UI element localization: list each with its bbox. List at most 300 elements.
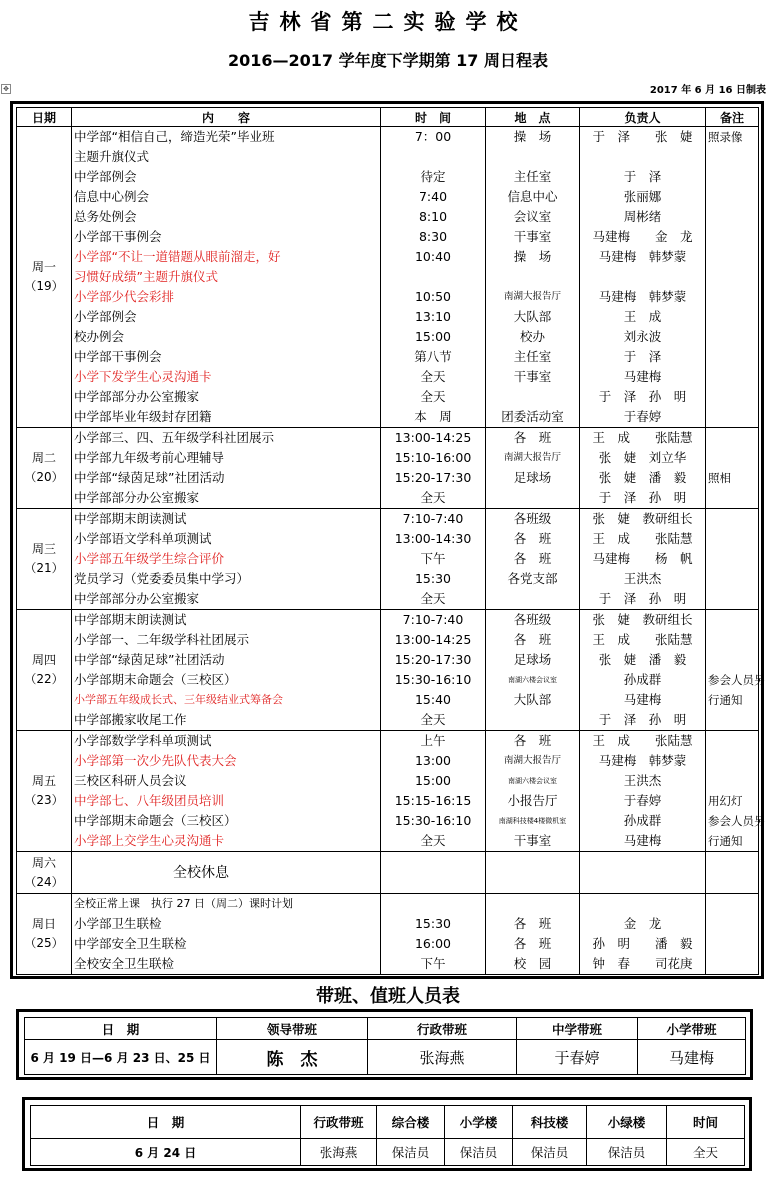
note-text [708, 529, 756, 549]
person-text: 张 婕 教研组长 [592, 511, 693, 526]
content-text: 总务处例会 [74, 209, 137, 224]
content-text: 小学部“不让一道错题从眼前溜走，好 [74, 249, 281, 264]
note-cell [706, 852, 759, 894]
duty1-admin: 张海燕 [368, 1040, 517, 1075]
place-text: 小报告厅 [507, 793, 558, 808]
time-text: 全天 [420, 369, 446, 384]
duty2-complex: 保洁员 [377, 1139, 445, 1166]
place-text: 各班级 [513, 511, 552, 526]
content-text: 小学部三、四、五年级学科社团展示 [74, 430, 275, 445]
time-text: 全天 [420, 712, 446, 727]
place-cell [486, 731, 580, 852]
col-place: 地 点 [486, 108, 580, 127]
content-text: 中学部七、八年级团员培训 [74, 793, 225, 808]
note-text [708, 267, 756, 287]
duty2-h-date: 日 期 [31, 1106, 301, 1139]
place-text [488, 267, 577, 287]
person-text: 张 婕 刘立华 [598, 450, 687, 465]
time-text: 10:50 [414, 289, 452, 304]
time-text: 7:10-7:40 [402, 511, 464, 526]
note-cell [706, 894, 759, 975]
day-block [17, 428, 759, 509]
person-text: 马建梅 韩梦蒙 [598, 753, 687, 768]
place-text: 会议室 [513, 209, 552, 224]
person-text: 于 泽 孙 明 [598, 389, 687, 404]
note-text [708, 863, 756, 883]
day-date: （20） [24, 470, 64, 484]
schedule-body [17, 127, 766, 975]
day-block [17, 127, 759, 428]
time-text: 13:10 [414, 309, 452, 324]
place-text [488, 387, 577, 407]
time-text: 13:00-14:25 [394, 430, 472, 445]
day-block [17, 852, 759, 894]
time-text: 下午 [420, 551, 446, 566]
person-text: 于 泽 孙 明 [598, 591, 687, 606]
content-cell [72, 731, 381, 852]
day-cell [17, 731, 72, 852]
day-cell [17, 610, 72, 731]
duty-table-1 [24, 1017, 746, 1075]
time-cell [381, 731, 486, 852]
place-text: 信息中心 [507, 189, 558, 204]
time-text: 上午 [420, 733, 446, 748]
content-text: 小学部少代会彩排 [74, 289, 175, 304]
content-text: 小学部干事例会 [74, 229, 162, 244]
place-text: 南湖六楼会议室 [508, 777, 557, 785]
day-block [17, 894, 759, 975]
place-cell [486, 428, 580, 509]
time-text: 15:10-16:00 [394, 450, 472, 465]
time-text: 15:30 [414, 571, 452, 586]
person-cell [580, 610, 706, 731]
content-text: 小学下发学生心灵沟通卡 [74, 369, 212, 384]
place-text [488, 894, 577, 914]
time-text: 下午 [420, 956, 446, 971]
person-text: 于 泽 孙 明 [598, 712, 687, 727]
day-cell [17, 852, 72, 894]
content-text: 信息中心例会 [74, 189, 150, 204]
note-text [708, 227, 756, 247]
time-text: 7:10-7:40 [402, 612, 464, 627]
content-text: 中学部毕业年级封存团籍 [74, 409, 212, 424]
place-text: 各 班 [513, 430, 552, 445]
day-block [17, 610, 759, 731]
note-text [708, 630, 756, 650]
day-date: （24） [24, 874, 64, 889]
person-cell [580, 852, 706, 894]
duty1-row [25, 1040, 746, 1075]
time-text: 本 周 [414, 409, 452, 424]
person-text: 张 婕 潘 毅 [598, 652, 687, 667]
day-cell [17, 509, 72, 610]
content-text: 小学部五年级成长式、三年级结业式筹备会 [74, 693, 283, 706]
duty2-h-admin: 行政带班 [301, 1106, 377, 1139]
time-cell [381, 428, 486, 509]
place-text: 南湖六楼会议室 [508, 676, 557, 684]
note-text [708, 751, 756, 771]
time-text: 15:30-16:10 [394, 813, 472, 828]
place-text: 干事室 [513, 369, 552, 384]
place-text: 各 班 [513, 936, 552, 951]
day-cell [17, 894, 72, 975]
place-text: 足球场 [513, 652, 552, 667]
duty-frame-2 [22, 1097, 752, 1171]
duty1-h-middle: 中学带班 [517, 1018, 638, 1040]
content-text: 中学部安全卫生联检 [74, 936, 187, 951]
duty2-h-primary: 小学楼 [445, 1106, 513, 1139]
person-text: 张 婕 教研组长 [592, 612, 693, 627]
place-cell [486, 894, 580, 975]
content-text: 小学部例会 [74, 309, 137, 324]
content-text: 中学部“相信自己，缔造光荣”毕业班 [74, 129, 275, 144]
place-text [488, 488, 577, 508]
person-cell [580, 428, 706, 509]
note-text: 行通知 [708, 693, 743, 707]
place-cell [486, 852, 580, 894]
schedule-frame [10, 101, 764, 979]
note-text [708, 367, 756, 387]
time-text [383, 863, 483, 883]
person-text: 张 婕 潘 毅 [598, 470, 687, 485]
content-text: 小学部第一次少先队代表大会 [74, 753, 237, 768]
duty2-h-green: 小绿楼 [587, 1106, 667, 1139]
time-text [383, 147, 483, 167]
person-text: 孙 明 潘 毅 [592, 936, 693, 951]
content-text: 中学部“绿茵足球”社团活动 [74, 652, 225, 667]
content-cell [72, 894, 381, 975]
day-cell [17, 127, 72, 428]
duty2-header-row [31, 1106, 745, 1139]
duty2-h-tech: 科技楼 [513, 1106, 587, 1139]
duty2-h-complex: 综合楼 [377, 1106, 445, 1139]
note-cell [706, 509, 759, 610]
duty1-date: 6 月 19 日—6 月 23 日、25 日 [25, 1040, 217, 1075]
time-text: 全天 [420, 833, 446, 848]
note-text [708, 894, 756, 914]
content-text: 中学部干事例会 [74, 349, 162, 364]
note-text [708, 307, 756, 327]
day-name: 周日 [31, 917, 56, 931]
time-cell [381, 509, 486, 610]
time-cell [381, 127, 486, 428]
note-text: 照录像 [708, 130, 743, 144]
content-text: 小学部数学学科单项测试 [74, 733, 212, 748]
time-cell [381, 610, 486, 731]
duty1-h-leader: 领导带班 [217, 1018, 368, 1040]
time-text: 15:20-17:30 [394, 470, 472, 485]
time-text: 15:30 [414, 916, 452, 931]
place-text: 大队部 [513, 309, 552, 324]
day-date: （23） [24, 793, 64, 807]
note-cell [706, 610, 766, 731]
content-text: 小学部一、二年级学科社团展示 [74, 632, 250, 647]
note-text [708, 914, 756, 934]
duty2-admin: 张海燕 [301, 1139, 377, 1166]
place-text: 各班级 [513, 612, 552, 627]
duty2-tech: 保洁员 [513, 1139, 587, 1166]
note-text [708, 610, 756, 630]
person-text [582, 863, 703, 883]
place-text: 操 场 [513, 129, 552, 144]
person-text: 孙成群 [623, 672, 662, 687]
time-text: 8:10 [418, 209, 448, 224]
schedule-table [16, 107, 766, 975]
content-text: 中学部部分办公室搬家 [74, 591, 200, 606]
time-text [383, 267, 483, 287]
place-text: 干事室 [513, 229, 552, 244]
day-date: （21） [24, 561, 64, 575]
content-text: 中学部期末命题会（三校区） [74, 813, 237, 828]
time-text: 全天 [420, 591, 446, 606]
day-name: 周五 [31, 774, 56, 788]
col-note: 备注 [706, 108, 759, 127]
content-text: 中学部期末朗读测试 [74, 612, 187, 627]
duty1-h-date: 日 期 [25, 1018, 217, 1040]
time-text: 15:20-17:30 [394, 652, 472, 667]
content-cell [72, 428, 381, 509]
place-text: 大队部 [513, 692, 552, 707]
duty2-date: 6 月 24 日 [31, 1139, 301, 1166]
time-text: 15:15-16:15 [394, 793, 472, 808]
person-text: 于 泽 [623, 349, 662, 364]
content-text: 中学部期末朗读测试 [74, 511, 187, 526]
made-date: 2017 年 6 月 16 日制表 [649, 85, 766, 96]
person-text [582, 267, 703, 287]
person-text: 马建梅 杨 帆 [592, 551, 693, 566]
schedule-title: 2016—2017 学年度下学期第 17 周日程表 [227, 51, 549, 70]
note-text [708, 569, 756, 589]
time-text: 全天 [420, 490, 446, 505]
place-text: 各 班 [513, 551, 552, 566]
note-text: 照相 [708, 471, 731, 485]
note-text [708, 771, 756, 791]
person-text: 孙成群 [623, 813, 662, 828]
note-text [708, 347, 756, 367]
person-text: 金 龙 [623, 916, 662, 931]
duty2-row [31, 1139, 745, 1166]
person-text: 于春婷 [623, 793, 662, 808]
content-text: 校办例会 [74, 329, 125, 344]
content-text: 中学部“绿茵足球”社团活动 [74, 470, 225, 485]
note-text [708, 327, 756, 347]
place-text: 主任室 [513, 169, 552, 184]
person-cell [580, 509, 706, 610]
note-text [708, 207, 756, 227]
note-text [708, 650, 756, 670]
person-text: 马建梅 韩梦蒙 [598, 249, 687, 264]
person-text: 王 成 张陆慧 [592, 632, 693, 647]
note-text: 行通知 [708, 834, 743, 848]
time-text: 13:00 [414, 753, 452, 768]
time-cell [381, 894, 486, 975]
time-text [383, 894, 483, 914]
duty-table-2 [30, 1105, 745, 1166]
note-text [708, 247, 756, 267]
note-text [708, 731, 756, 751]
duty1-middle: 于春婷 [517, 1040, 638, 1075]
content-text: 习惯好成绩”主题升旗仪式 [74, 269, 218, 284]
place-text: 各党支部 [507, 571, 558, 586]
content-text: 中学部部分办公室搬家 [74, 389, 200, 404]
person-text [582, 894, 703, 914]
content-text: 小学部期末命题会（三校区） [74, 672, 237, 687]
content-text: 中学部部分办公室搬家 [74, 490, 200, 505]
note-text [708, 589, 756, 609]
duty1-h-admin: 行政带班 [368, 1018, 517, 1040]
person-text: 马建梅 [623, 369, 662, 384]
note-text [708, 147, 756, 167]
note-text [708, 710, 756, 730]
person-text: 马建梅 韩梦蒙 [598, 289, 687, 304]
note-text [708, 448, 756, 468]
person-cell [580, 731, 706, 852]
person-cell [580, 894, 706, 975]
person-text: 马建梅 [623, 692, 662, 707]
content-text: 中学部搬家收尾工作 [74, 712, 187, 727]
note-text: 参会人员另 [708, 673, 766, 687]
place-text: 南湖大报告厅 [503, 452, 561, 463]
day-block [17, 731, 759, 852]
place-text: 各 班 [513, 632, 552, 647]
duty2-h-time: 时间 [667, 1106, 745, 1139]
person-text: 王 成 [623, 309, 662, 324]
time-text: 全天 [420, 389, 446, 404]
content-text: 小学部五年级学生综合评价 [74, 551, 225, 566]
day-name: 周一 [31, 260, 56, 274]
duty1-leader: 陈 杰 [217, 1040, 368, 1075]
place-cell [486, 509, 580, 610]
duty-frame-1 [16, 1009, 753, 1080]
note-text [708, 549, 756, 569]
content-text: 中学部九年级考前心理辅导 [74, 450, 225, 465]
time-text: 15:40 [414, 692, 452, 707]
content-cell [72, 852, 381, 894]
time-text: 10:40 [414, 249, 452, 264]
time-cell [381, 852, 486, 894]
person-text: 于 泽 张 婕 [592, 129, 693, 144]
place-text: 南湖大报告厅 [503, 291, 561, 302]
person-text: 王 成 张陆慧 [592, 733, 693, 748]
time-text: 15:30-16:10 [394, 672, 472, 687]
time-text: 13:00-14:25 [394, 632, 472, 647]
person-text [582, 147, 703, 167]
content-cell [72, 509, 381, 610]
note-cell [706, 428, 759, 509]
content-text: 主题升旗仪式 [74, 149, 150, 164]
place-text: 团委活动室 [501, 409, 564, 424]
note-text [708, 509, 756, 529]
person-text: 钟 春 司花庚 [592, 956, 693, 971]
content-text: 中学部例会 [74, 169, 137, 184]
note-text: 用幻灯 [708, 794, 743, 808]
place-text: 主任室 [513, 349, 552, 364]
time-text: 15:00 [414, 329, 452, 344]
content-text: 小学部语文学科单项测试 [74, 531, 212, 546]
note-text [708, 387, 756, 407]
person-text: 张丽娜 [623, 189, 662, 204]
place-text [488, 710, 577, 730]
person-text: 王 成 张陆慧 [592, 531, 693, 546]
place-text [488, 863, 577, 883]
day-name: 周六 [31, 855, 56, 870]
content-text: 小学部上交学生心灵沟通卡 [74, 833, 225, 848]
place-text [488, 147, 577, 167]
content-text: 小学部卫生联检 [74, 916, 162, 931]
content-text: 党员学习（党委委员集中学习） [74, 571, 250, 586]
schedule-header-row [17, 108, 759, 127]
time-text: 13:00-14:30 [394, 531, 472, 546]
col-time: 时 间 [381, 108, 486, 127]
note-text [708, 488, 756, 508]
duty2-time: 全天 [667, 1139, 745, 1166]
time-text: 7：00 [414, 129, 452, 144]
person-text: 刘永波 [623, 329, 662, 344]
duty1-h-primary: 小学带班 [638, 1018, 746, 1040]
day-name: 周四 [31, 653, 56, 667]
content-cell [72, 127, 381, 428]
duty1-header-row [25, 1018, 746, 1040]
place-cell [486, 610, 580, 731]
note-cell [706, 731, 766, 852]
note-text [708, 167, 756, 187]
duty2-green: 保洁员 [587, 1139, 667, 1166]
col-content: 内 容 [72, 108, 381, 127]
place-text: 干事室 [513, 833, 552, 848]
place-text: 南湖科技楼4楼微机室 [498, 817, 567, 825]
table-anchor-icon[interactable]: ✥ [1, 84, 11, 94]
time-text: 15:00 [414, 773, 452, 788]
note-text [708, 287, 756, 307]
day-name: 周三 [31, 542, 56, 556]
day-block [17, 509, 759, 610]
time-text: 第八节 [414, 349, 452, 364]
place-text: 足球场 [513, 470, 552, 485]
note-text [708, 934, 756, 954]
place-text: 南湖大报告厅 [503, 755, 561, 766]
content-text: 全校安全卫生联检 [74, 956, 175, 971]
person-text: 于 泽 孙 明 [598, 490, 687, 505]
duty1-primary: 马建梅 [638, 1040, 746, 1075]
col-person: 负责人 [580, 108, 706, 127]
person-cell [580, 127, 706, 428]
place-text: 各 班 [513, 531, 552, 546]
note-text [708, 407, 756, 427]
person-text: 王洪杰 [623, 773, 662, 788]
place-text: 各 班 [513, 916, 552, 931]
duty-title: 带班、值班人员表 [316, 986, 460, 1007]
note-text [708, 187, 756, 207]
person-text: 于 泽 [623, 169, 662, 184]
note-text [708, 954, 756, 974]
content-text: 全校正常上课 执行 27 日（周二）课时计划 [74, 897, 293, 910]
person-text: 马建梅 [623, 833, 662, 848]
day-name: 周二 [31, 451, 56, 465]
school-name: 吉林省第二实验学校 [248, 9, 528, 34]
day-date: （22） [24, 672, 64, 686]
person-text: 马建梅 金 龙 [592, 229, 693, 244]
day-date: （25） [24, 936, 64, 950]
place-cell [486, 127, 580, 428]
note-cell [706, 127, 759, 428]
note-text [708, 428, 756, 448]
content-text: 三校区科研人员会议 [74, 773, 187, 788]
person-text: 周彬绪 [623, 209, 662, 224]
note-text: 参会人员另 [708, 814, 766, 828]
place-text [488, 589, 577, 609]
duty2-primary: 保洁员 [445, 1139, 513, 1166]
time-text: 16:00 [414, 936, 452, 951]
